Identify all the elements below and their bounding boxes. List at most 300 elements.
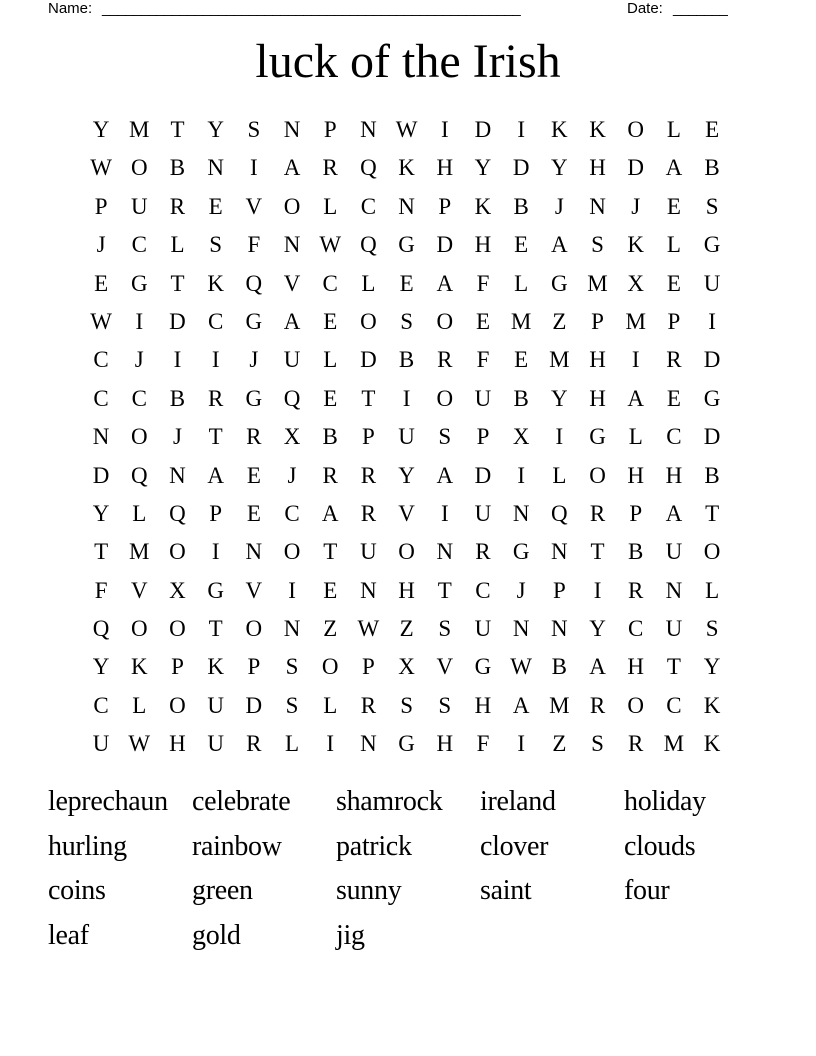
- grid-letter: Q: [92, 616, 110, 642]
- grid-letter: S: [705, 193, 719, 219]
- grid-letter: Q: [169, 500, 186, 526]
- grid-letter: M: [129, 117, 150, 142]
- grid-letter: A: [665, 155, 683, 181]
- grid-letter: M: [129, 539, 150, 565]
- word-list-row: [48, 914, 768, 959]
- grid-letter: L: [323, 193, 338, 219]
- grid-letter: I: [517, 117, 525, 142]
- grid-letter: D: [703, 347, 721, 373]
- worksheet-header: [48, 0, 748, 20]
- grid-letter: I: [440, 117, 449, 142]
- grid-letter: P: [476, 424, 490, 450]
- grid-letter: G: [398, 232, 415, 258]
- grid-letter: O: [169, 692, 186, 718]
- word-list-item: clover: [480, 830, 549, 862]
- grid-letter: I: [326, 731, 335, 757]
- grid-letter: X: [627, 270, 645, 296]
- grid-letter: N: [512, 616, 530, 642]
- grid-letter: O: [398, 539, 415, 565]
- grid-letter: C: [131, 385, 147, 411]
- grid-letter: S: [705, 616, 719, 642]
- grid-letter: T: [170, 270, 185, 296]
- grid-letter: M: [549, 692, 570, 718]
- grid-letter: E: [323, 385, 338, 411]
- grid-letter: E: [514, 347, 529, 373]
- grid-letter: E: [705, 117, 720, 142]
- grid-letter: U: [703, 270, 721, 296]
- grid-letter: I: [211, 539, 220, 565]
- grid-letter: L: [552, 462, 567, 488]
- word-list-row: [48, 780, 768, 825]
- grid-letter: H: [627, 654, 645, 680]
- grid-letter: S: [591, 232, 604, 258]
- grid-letter: B: [398, 347, 415, 373]
- word-list-item: leprechaun: [48, 786, 168, 817]
- grid-letter: T: [208, 616, 223, 642]
- grid-letter: E: [323, 577, 338, 603]
- grid-letter: O: [130, 155, 148, 181]
- grid-letter: J: [631, 193, 641, 219]
- grid-letter: U: [92, 731, 110, 757]
- grid-letter: G: [398, 731, 415, 757]
- grid-letter: O: [245, 616, 263, 642]
- grid-letter: H: [589, 385, 606, 411]
- grid-letter: S: [438, 692, 452, 718]
- grid-letter: S: [285, 692, 299, 718]
- grid-row: [82, 303, 732, 341]
- grid-letter: T: [323, 539, 338, 565]
- grid-letter: C: [207, 308, 224, 334]
- grid-row: [82, 648, 732, 686]
- grid-letter: O: [627, 692, 645, 718]
- word-list-item: sunny: [336, 875, 402, 906]
- grid-letter: O: [589, 462, 606, 488]
- grid-letter: P: [591, 308, 604, 334]
- grid-letter: H: [474, 692, 492, 718]
- grid-letter: G: [703, 232, 721, 258]
- grid-letter: S: [591, 731, 604, 757]
- grid-letter: H: [398, 577, 415, 603]
- grid-letter: I: [440, 500, 449, 526]
- grid-letter: I: [593, 577, 602, 603]
- grid-letter: J: [516, 577, 526, 603]
- grid-letter: T: [666, 654, 681, 680]
- grid-row: [82, 495, 732, 533]
- grid-letter: G: [245, 385, 263, 411]
- grid-letter: C: [360, 193, 377, 219]
- grid-letter: Y: [207, 117, 224, 142]
- grid-letter: X: [398, 654, 415, 680]
- grid-letter: S: [400, 692, 413, 718]
- grid-letter: K: [207, 654, 224, 680]
- grid-row: [82, 226, 732, 264]
- grid-letter: N: [92, 424, 110, 450]
- grid-letter: N: [512, 500, 530, 526]
- grid-letter: A: [321, 500, 339, 526]
- grid-letter: R: [360, 692, 377, 718]
- grid-letter: S: [400, 308, 413, 334]
- grid-letter: N: [360, 117, 377, 142]
- grid-letter: S: [285, 654, 299, 680]
- grid-letter: T: [705, 500, 720, 526]
- grid-letter: T: [94, 539, 109, 565]
- grid-letter: U: [207, 731, 224, 757]
- grid-letter: S: [247, 117, 261, 142]
- word-list: [48, 780, 768, 958]
- grid-letter: L: [132, 692, 147, 718]
- grid-letter: I: [288, 577, 296, 603]
- grid-letter: B: [513, 193, 529, 219]
- grid-letter: G: [512, 539, 530, 565]
- grid-letter: N: [360, 577, 377, 603]
- grid-letter: T: [361, 385, 376, 411]
- grid-letter: E: [514, 232, 529, 258]
- grid-letter: D: [436, 232, 454, 258]
- grid-letter: L: [285, 731, 300, 757]
- grid-letter: O: [283, 193, 301, 219]
- page-title: luck of the Irish: [255, 35, 561, 88]
- grid-letter: X: [512, 424, 530, 450]
- grid-row: [82, 380, 732, 418]
- grid-letter: J: [287, 462, 297, 488]
- grid-letter: O: [436, 308, 454, 334]
- grid-letter: P: [209, 500, 223, 526]
- word-list-item: coins: [48, 875, 106, 906]
- grid-letter: D: [245, 692, 263, 718]
- grid-letter: W: [90, 155, 112, 181]
- grid-letter: E: [666, 270, 681, 296]
- grid-letter: O: [321, 654, 339, 680]
- grid-letter: G: [245, 308, 263, 334]
- grid-letter: Y: [551, 155, 568, 181]
- grid-letter: W: [510, 654, 533, 680]
- grid-letter: C: [93, 385, 109, 411]
- grid-letter: P: [667, 308, 681, 334]
- grid-letter: F: [476, 347, 490, 373]
- word-list-item: gold: [192, 919, 241, 951]
- grid-letter: R: [246, 731, 262, 757]
- word-list-item: patrick: [336, 830, 412, 862]
- grid-letter: P: [247, 654, 261, 680]
- grid-letter: X: [283, 424, 301, 450]
- grid-letter: C: [322, 270, 338, 296]
- grid-letter: J: [249, 347, 259, 373]
- word-list-item: four: [624, 875, 670, 906]
- word-list-item: jig: [336, 919, 365, 951]
- grid-letter: N: [245, 539, 263, 565]
- grid-letter: K: [589, 117, 606, 142]
- grid-letter: B: [169, 155, 186, 181]
- grid-letter: U: [474, 385, 492, 411]
- grid-letter: I: [135, 308, 144, 334]
- grid-letter: E: [208, 193, 223, 219]
- grid-letter: V: [245, 193, 263, 219]
- grid-letter: P: [94, 193, 108, 219]
- grid-letter: C: [93, 347, 109, 373]
- grid-letter: Q: [283, 385, 301, 411]
- grid-letter: W: [357, 616, 380, 642]
- grid-letter: H: [436, 731, 454, 757]
- grid-letter: L: [132, 500, 147, 526]
- grid-letter: L: [323, 347, 338, 373]
- grid-letter: M: [587, 270, 608, 296]
- grid-letter: Z: [552, 731, 567, 757]
- grid-letter: V: [436, 654, 454, 680]
- grid-letter: E: [475, 308, 490, 334]
- grid-letter: O: [169, 616, 186, 642]
- grid-letter: I: [517, 462, 525, 488]
- grid-letter: A: [589, 654, 606, 680]
- word-list-item: hurling: [48, 830, 127, 862]
- grid-letter: G: [207, 577, 224, 603]
- grid-letter: H: [589, 155, 606, 181]
- grid-letter: N: [360, 731, 377, 757]
- grid-letter: W: [128, 731, 151, 757]
- grid-row: [82, 265, 732, 303]
- word-list-item: ireland: [480, 786, 556, 817]
- grid-row: [82, 418, 732, 456]
- grid-letter: H: [169, 731, 186, 757]
- grid-letter: D: [627, 155, 645, 181]
- grid-letter: K: [627, 232, 645, 258]
- grid-letter: I: [517, 731, 525, 757]
- grid-row: [82, 572, 732, 610]
- grid-letter: J: [96, 232, 106, 258]
- word-list-item: leaf: [48, 919, 89, 951]
- grid-letter: L: [361, 270, 376, 296]
- grid-letter: Q: [360, 232, 377, 258]
- grid-letter: L: [666, 232, 681, 258]
- grid-letter: S: [209, 232, 223, 258]
- grid-letter: O: [627, 117, 645, 142]
- grid-letter: Z: [399, 616, 414, 642]
- grid-letter: E: [666, 385, 681, 411]
- grid-letter: E: [246, 500, 261, 526]
- grid-letter: C: [666, 692, 682, 718]
- grid-letter: E: [399, 270, 414, 296]
- grid-letter: V: [283, 270, 301, 296]
- grid-letter: N: [398, 193, 415, 219]
- word-list-item: clouds: [624, 830, 696, 862]
- grid-letter: A: [512, 692, 530, 718]
- grid-row: [82, 533, 732, 571]
- grid-letter: I: [708, 308, 716, 334]
- grid-letter: Y: [703, 654, 721, 680]
- grid-letter: Y: [398, 462, 415, 488]
- grid-letter: U: [360, 539, 377, 565]
- name-blank-line: ______________________________________________________: [102, 0, 521, 17]
- word-list-row: [48, 825, 768, 870]
- grid-letter: R: [207, 385, 224, 411]
- grid-letter: G: [703, 385, 721, 411]
- grid-letter: L: [628, 424, 643, 450]
- word-list-item: rainbow: [192, 830, 282, 862]
- grid-letter: T: [208, 424, 223, 450]
- grid-letter: I: [250, 155, 258, 181]
- grid-letter: C: [93, 692, 109, 718]
- grid-letter: A: [436, 270, 454, 296]
- grid-letter: B: [628, 539, 644, 565]
- grid-letter: N: [665, 577, 683, 603]
- grid-letter: L: [170, 232, 185, 258]
- grid-letter: E: [246, 462, 261, 488]
- grid-letter: D: [703, 424, 721, 450]
- word-list-item: shamrock: [336, 786, 443, 817]
- grid-letter: Y: [551, 385, 568, 411]
- grid-letter: Y: [589, 616, 606, 642]
- word-list-row: [48, 869, 768, 914]
- grid-letter: M: [549, 347, 570, 373]
- grid-letter: T: [170, 117, 185, 142]
- grid-letter: O: [130, 424, 148, 450]
- grid-letter: E: [666, 193, 681, 219]
- grid-letter: P: [323, 117, 337, 142]
- grid-letter: U: [474, 616, 492, 642]
- grid-letter: W: [90, 308, 112, 334]
- grid-letter: G: [474, 654, 492, 680]
- grid-letter: R: [628, 731, 644, 757]
- grid-letter: U: [665, 539, 683, 565]
- grid-letter: I: [555, 424, 564, 450]
- grid-letter: N: [169, 462, 186, 488]
- grid-letter: K: [398, 155, 415, 181]
- grid-letter: R: [475, 539, 491, 565]
- grid-letter: N: [207, 155, 224, 181]
- grid-letter: C: [628, 616, 644, 642]
- grid-letter: N: [551, 539, 568, 565]
- grid-row: [82, 725, 732, 763]
- grid-letter: R: [589, 692, 606, 718]
- grid-letter: M: [625, 308, 646, 334]
- grid-letter: Z: [323, 616, 338, 642]
- grid-letter: P: [362, 654, 375, 680]
- grid-letter: A: [436, 462, 454, 488]
- grid-letter: F: [94, 577, 108, 603]
- grid-letter: B: [551, 654, 568, 680]
- grid-letter: O: [360, 308, 377, 334]
- grid-row: [82, 149, 732, 187]
- grid-letter: A: [665, 500, 683, 526]
- grid-letter: V: [245, 577, 263, 603]
- grid-letter: N: [283, 232, 301, 258]
- grid-letter: U: [283, 347, 301, 373]
- grid-letter: I: [173, 347, 182, 373]
- grid-letter: B: [169, 385, 186, 411]
- grid-row: [82, 111, 732, 149]
- grid-letter: A: [283, 308, 301, 334]
- grid-letter: Z: [552, 308, 567, 334]
- grid-letter: E: [94, 270, 109, 296]
- grid-letter: P: [171, 654, 184, 680]
- grid-row: [82, 188, 732, 226]
- grid-letter: B: [704, 155, 720, 181]
- grid-letter: D: [512, 155, 530, 181]
- grid-letter: V: [130, 577, 148, 603]
- grid-letter: I: [631, 347, 640, 373]
- grid-letter: K: [207, 270, 224, 296]
- grid-letter: Q: [130, 462, 148, 488]
- grid-letter: K: [703, 692, 721, 718]
- word-list-item: celebrate: [192, 786, 291, 817]
- grid-letter: T: [590, 539, 605, 565]
- grid-letter: N: [283, 616, 301, 642]
- grid-letter: F: [247, 232, 261, 258]
- grid-letter: G: [551, 270, 568, 296]
- grid-letter: P: [362, 424, 375, 450]
- grid-letter: W: [319, 232, 342, 258]
- grid-letter: U: [130, 193, 148, 219]
- grid-letter: F: [476, 731, 490, 757]
- grid-letter: K: [703, 731, 721, 757]
- grid-letter: D: [360, 347, 377, 373]
- grid-letter: U: [207, 692, 224, 718]
- grid-letter: P: [552, 577, 566, 603]
- grid-letter: P: [438, 193, 452, 219]
- grid-letter: Y: [474, 155, 492, 181]
- grid-letter: W: [395, 117, 418, 142]
- grid-letter: U: [474, 500, 492, 526]
- grid-letter: D: [474, 117, 492, 142]
- grid-letter: I: [211, 347, 220, 373]
- word-list-item: green: [192, 875, 253, 906]
- grid-row: [82, 457, 732, 495]
- grid-letter: O: [130, 616, 148, 642]
- grid-letter: C: [475, 577, 491, 603]
- grid-letter: Q: [551, 500, 568, 526]
- grid-letter: R: [589, 500, 606, 526]
- grid-letter: R: [360, 500, 377, 526]
- grid-letter: J: [134, 347, 144, 373]
- grid-letter: O: [283, 539, 301, 565]
- grid-letter: J: [172, 424, 182, 450]
- grid-letter: L: [514, 270, 529, 296]
- grid-letter: H: [627, 462, 645, 488]
- grid-row: [82, 341, 732, 379]
- grid-letter: H: [589, 347, 606, 373]
- grid-letter: M: [663, 731, 685, 757]
- grid-letter: L: [666, 117, 681, 142]
- letter-grid: [82, 111, 732, 764]
- grid-letter: M: [510, 308, 532, 334]
- grid-letter: U: [398, 424, 415, 450]
- grid-letter: A: [627, 385, 645, 411]
- grid-letter: I: [402, 385, 411, 411]
- grid-letter: C: [284, 500, 300, 526]
- grid-letter: N: [436, 539, 454, 565]
- grid-letter: B: [704, 462, 720, 488]
- grid-letter: P: [629, 500, 643, 526]
- grid-letter: Y: [92, 500, 110, 526]
- grid-letter: Q: [360, 155, 377, 181]
- grid-letter: O: [436, 385, 454, 411]
- grid-letter: O: [169, 539, 186, 565]
- grid-letter: T: [437, 577, 452, 603]
- grid-letter: A: [207, 462, 224, 488]
- grid-letter: B: [513, 385, 529, 411]
- grid-letter: J: [554, 193, 564, 219]
- grid-letter: S: [438, 616, 452, 642]
- name-label: Name:: [48, 0, 93, 17]
- grid-letter: X: [169, 577, 186, 603]
- grid-letter: A: [283, 155, 301, 181]
- grid-letter: R: [628, 577, 644, 603]
- grid-letter: Q: [245, 270, 263, 296]
- grid-letter: F: [476, 270, 490, 296]
- grid-letter: H: [665, 462, 683, 488]
- grid-letter: R: [322, 155, 338, 181]
- date-label: Date:: [627, 0, 663, 17]
- grid-letter: H: [474, 232, 492, 258]
